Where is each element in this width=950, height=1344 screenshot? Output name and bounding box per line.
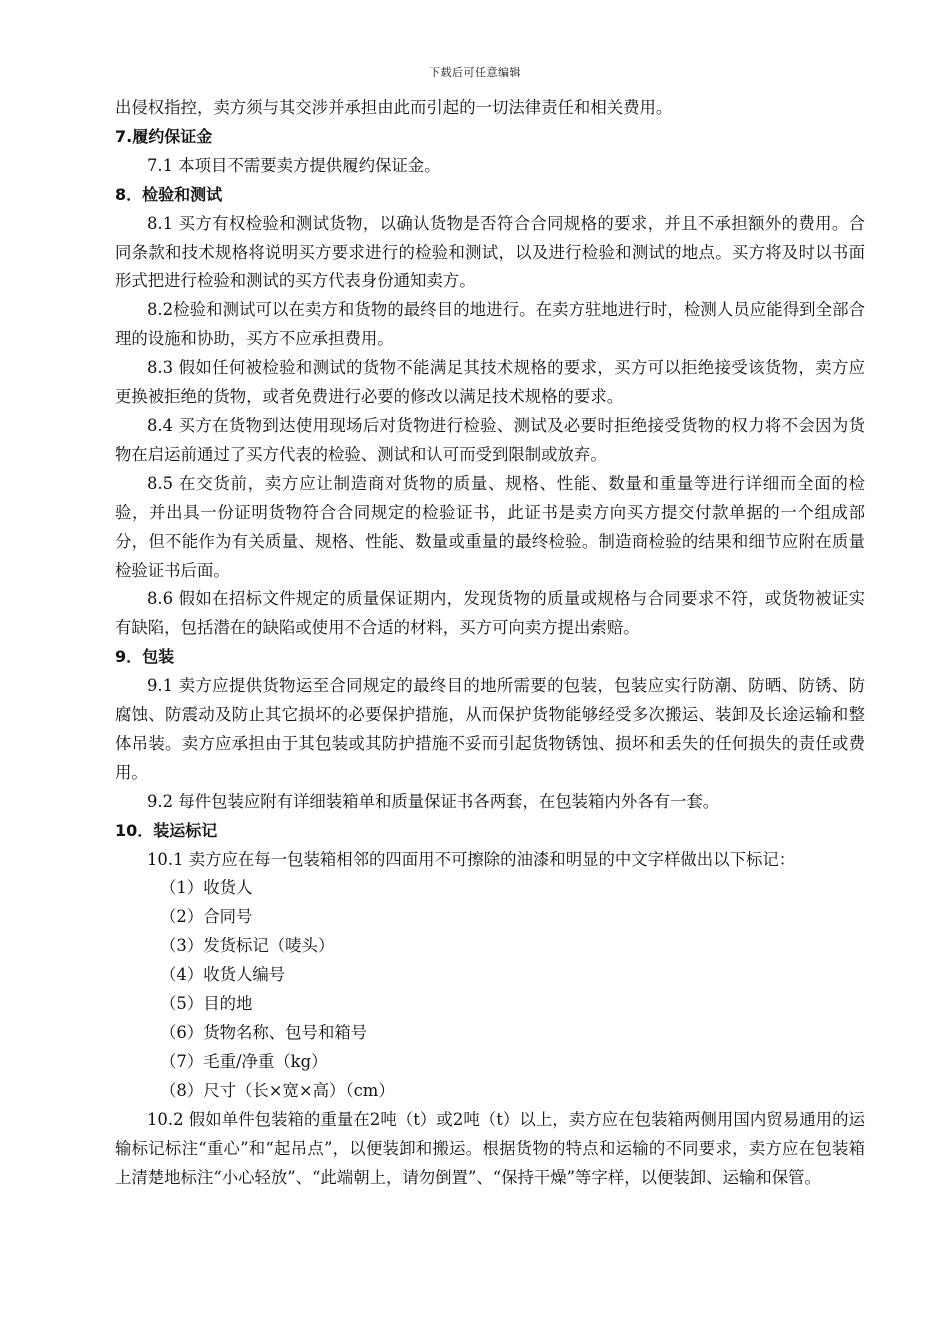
clause-10-1: 10.1 卖方应在每一包装箱相邻的四面用不可擦除的油漆和明显的中文字样做出以下标记： — [147, 849, 796, 869]
mark-list-item: （3）发货标记（唛头） — [160, 936, 335, 956]
section-heading-10: 10．装运标记 — [115, 820, 218, 840]
mark-list-item: （8）尺寸（长×宽×高）（cm） — [160, 1080, 395, 1100]
clause-9-2: 9.2 每件包装应附有详细装箱单和质量保证书各两套，在包装箱内外各有一套。 — [147, 791, 720, 811]
header-note: 下载后可任意编辑 — [429, 66, 521, 79]
document-body — [115, 94, 865, 1192]
mark-list-item: （5）目的地 — [160, 994, 253, 1014]
section-heading-9: 9．包装 — [115, 647, 175, 667]
mark-list-item: （2）合同号 — [160, 907, 253, 927]
paragraph-continuation: 出侵权指控，卖方须与其交涉并承担由此而引起的一切法律责任和相关费用。 — [115, 98, 673, 117]
clause-7-1: 7.1 本项目不需要卖方提供履约保证金。 — [147, 155, 441, 175]
clause-10-2: 10.2 假如单件包装箱的重量在2吨（t）或2吨（t）以上，卖方应在包装箱两侧用国内贸易通用的运输标记标注“重心”和“起吊点”，以便装卸和搬运。根据货物的特点和运输的不同要求，卖方应在包装箱上清楚地标注“小心轻放”、“此端朝上，请勿倒置”、“保持干燥”等字样，以便装卸、运输和保管。 — [115, 1109, 865, 1187]
clause-8-1: 8.1 买方有权检验和测试货物，以确认货物是否符合合同规格的要求，并且不承担额外的费用。合同条款和技术规格将说明买方要求进行的检验和测试，以及进行检验和测试的地点。买方将及时以书面形式把进行检验和测试的买方代表身份通知卖方。 — [115, 213, 865, 291]
mark-list-item: （4）收货人编号 — [160, 965, 286, 985]
clause-8-2: 8.2检验和测试可以在卖方和货物的最终目的地进行。在卖方驻地进行时，检测人员应能得到全部合理的设施和协助，买方不应承担费用。 — [115, 300, 865, 349]
clause-8-6: 8.6 假如在招标文件规定的质量保证期内，发现货物的质量或规格与合同要求不符，或货物被证实有缺陷，包括潜在的缺陷或使用不合适的材料，买方可向卖方提出索赔。 — [115, 589, 865, 638]
mark-list-item: （7）毛重/净重（kg） — [160, 1051, 328, 1071]
clause-8-4: 8.4 买方在货物到达使用现场后对货物进行检验、测试及必要时拒绝接受货物的权力将不会因为货物在启运前通过了买方代表的检验、测试和认可而受到限制或放弃。 — [115, 415, 865, 464]
clause-8-3: 8.3 假如任何被检验和测试的货物不能满足其技术规格的要求，买方可以拒绝接受该货物，卖方应更换被拒绝的货物，或者免费进行必要的修改以满足技术规格的要求。 — [115, 358, 865, 407]
clause-8-5: 8.5 在交货前，卖方应让制造商对货物的质量、规格、性能、数量和重量等进行详细而全面的检验，并出具一份证明货物符合合同规定的检验证书，此证书是卖方向买方提交付款单据的一个组成部分，但不能作为有关质量、规格、性能、数量或重量的最终检验。制造商检验的结果和细节应附在质量检验证书后面。 — [115, 473, 865, 580]
mark-list-item: （1）收货人 — [160, 878, 253, 898]
section-heading-7: 7.履约保证金 — [115, 126, 213, 146]
mark-list-item: （6）货物名称、包号和箱号 — [160, 1023, 368, 1042]
clause-9-1: 9.1 卖方应提供货物运至合同规定的最终目的地所需要的包装，包装应实行防潮、防晒、防锈、防腐蚀、防震动及防止其它损坏的必要保护措施，从而保护货物能够经受多次搬运、装卸及长途运输和整体吊装。卖方应承担由于其包装或其防护措施不妥而引起货物锈蚀、损坏和丢失的任何损失的责任或费用。 — [115, 676, 865, 782]
section-heading-8: 8．检验和测试 — [115, 184, 223, 204]
